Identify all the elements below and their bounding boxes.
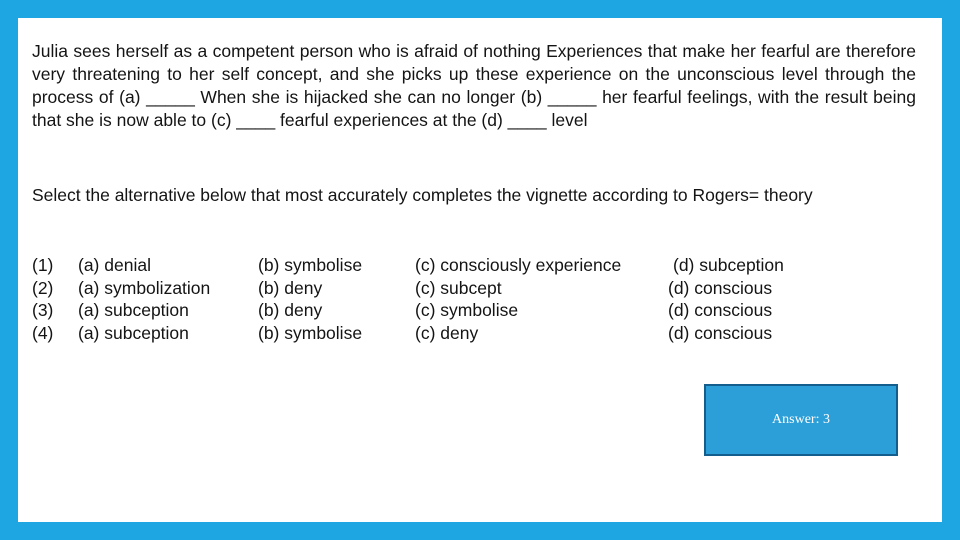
vignette-passage: Julia sees herself as a competent person who is afraid of nothing Experiences that make her fearful are therefore very threatening to her self concept, and she picks up these experience on the unconscious level through the process of (a) _____ When she is hijacked she can no longer (b) _____ her fearful feelings, with the result being that she is now able to (c) ____ fearful experiences at the (d) ____ level xyxy=(32,41,916,130)
option-c: (c) deny xyxy=(415,322,479,343)
option-a: (a) symbolization xyxy=(78,277,211,298)
slide xyxy=(18,18,942,522)
option-b: (b) deny xyxy=(258,277,323,298)
option-number: (2) xyxy=(32,277,54,298)
option-number: (3) xyxy=(32,300,54,320)
option-c: (c) subcept xyxy=(415,277,502,298)
option-c: (c) consciously experience xyxy=(415,255,622,275)
option-a: (a) denial xyxy=(78,255,151,275)
option-b: (b) symbolise xyxy=(258,255,363,275)
option-a: (a) subception xyxy=(78,300,189,320)
option-d: (d) conscious xyxy=(668,322,773,343)
option-d: (d) conscious xyxy=(668,300,773,320)
option-a: (a) subception xyxy=(78,322,189,343)
answer-text: Answer: 3 xyxy=(772,412,830,427)
option-b: (b) symbolise xyxy=(258,322,363,343)
option-d: (d) subception xyxy=(673,255,784,275)
option-d: (d) conscious xyxy=(668,277,773,298)
option-number: (1) xyxy=(32,255,54,275)
option-b: (b) deny xyxy=(258,300,323,320)
option-number: (4) xyxy=(32,322,54,343)
answer-box[interactable] xyxy=(704,384,898,456)
question-prompt: Select the alternative below that most accurately completes the vignette according to Rogers= theory xyxy=(32,185,813,205)
option-c: (c) symbolise xyxy=(415,300,519,320)
